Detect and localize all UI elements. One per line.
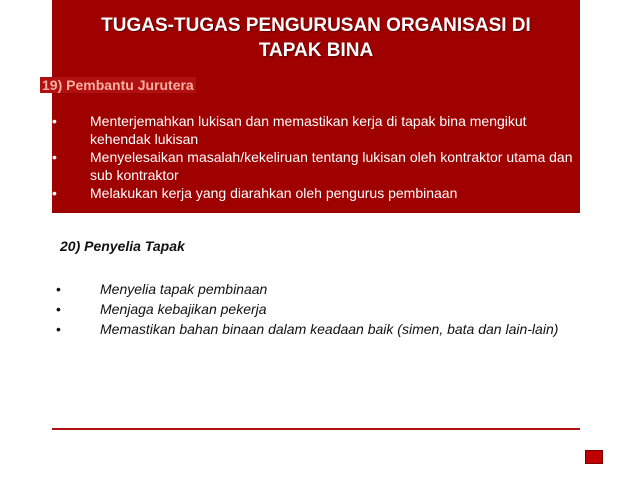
list-item-text: Menjaga kebajikan pekerja <box>100 301 267 317</box>
list-item-text: Melakukan kerja yang diarahkan oleh pengurus pembinaan <box>90 185 458 201</box>
bullet-icon: • <box>56 281 61 297</box>
list-item-text: Memastikan bahan binaan dalam keadaan baik (simen, bata dan lain-lain) <box>100 321 559 337</box>
list-item <box>56 280 576 298</box>
slide-nav-icon[interactable] <box>585 450 603 464</box>
slide-title <box>52 13 580 63</box>
bullet-icon: • <box>56 301 61 317</box>
bullet-icon: • <box>56 321 61 337</box>
bottom-divider <box>52 428 580 430</box>
section-20-heading: 20) Penyelia Tapak <box>60 238 185 254</box>
list-item-text: Menyelesaikan masalah/kekeliruan tentang lukisan oleh kontraktor utama dan sub kontraktor <box>90 149 573 183</box>
list-item <box>52 112 587 148</box>
section-19-heading-text: 19) Pembantu Jurutera <box>42 77 194 93</box>
list-item <box>56 320 576 338</box>
list-item-text: Menyelia tapak pembinaan <box>100 281 268 297</box>
bullet-icon: • <box>52 113 57 129</box>
list-item-text: Menterjemahkan lukisan dan memastikan kerja di tapak bina mengikut kehendak lukisan <box>90 113 527 147</box>
section-19-heading <box>40 77 196 93</box>
bullet-icon: • <box>52 185 57 201</box>
slide-title-line-2: TAPAK BINA <box>258 40 374 61</box>
slide-title-line-1: TUGAS-TUGAS PENGURUSAN ORGANISASI DI <box>101 15 531 36</box>
section-20-list <box>56 280 576 340</box>
list-item <box>56 300 576 318</box>
section-19-list <box>52 112 587 202</box>
list-item <box>52 148 587 184</box>
list-item <box>52 184 587 202</box>
bullet-icon: • <box>52 149 57 165</box>
